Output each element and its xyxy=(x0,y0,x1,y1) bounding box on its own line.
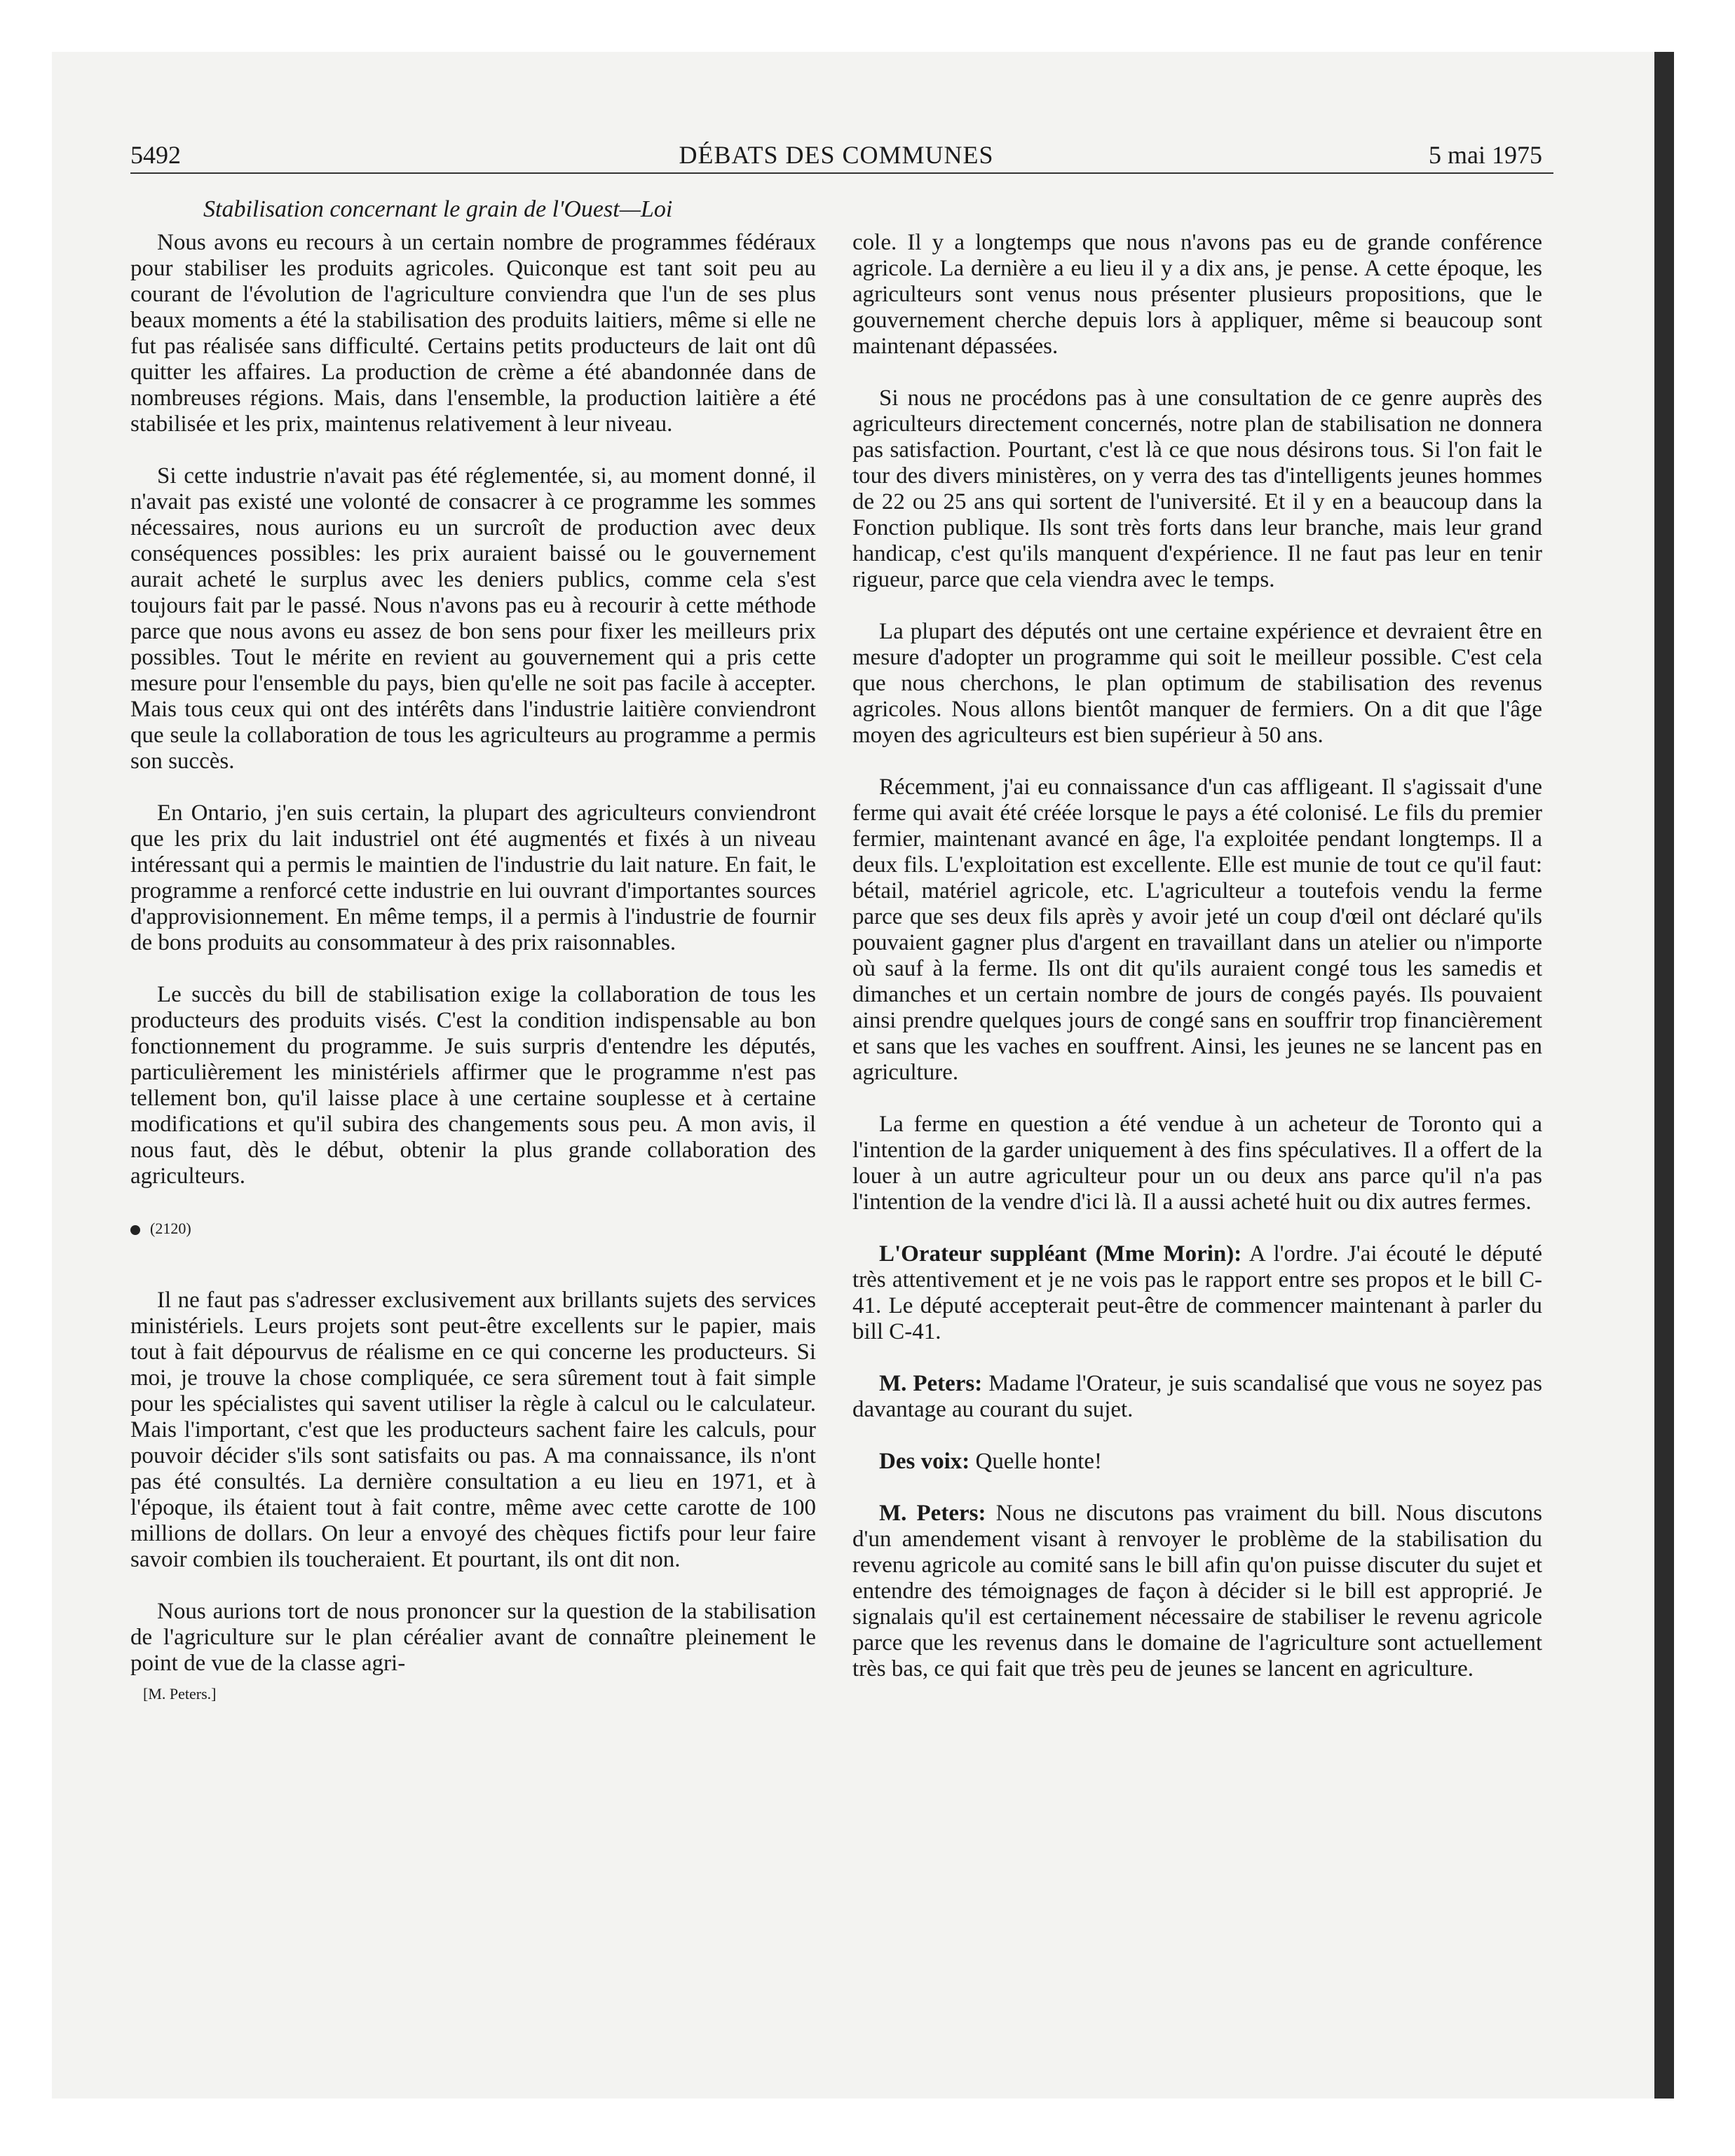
paragraph: cole. Il y a longtemps que nous n'avons pas eu de grande conférence agricole. La dernière a eu lieu il y a dix ans, je pense. A cette époque, les agriculteurs sont venus nous présenter plusieurs propositions, que le gouvernement cherche depuis lors à appliquer, même si beaucoup sont maintenant dépassées. xyxy=(852,230,1542,359)
header-rule xyxy=(130,172,1553,174)
speech-text: Nous ne discutons pas vraiment du bill. Nous discutons d'un amendement visant à renvoyer le problème de la stabilisation du revenu agricole au comité sans le bill afin qu'on puisse discuter du sujet et entendre des témoignages de façon à décider si le bill est approprié. Je signalais qu'il est certainement nécessaire de stabiliser le revenu agricole parce que les revenus dans le domaine de l'agriculture sont actuellement très bas, ce qui fait que très peu de jeunes se lancent en agriculture. xyxy=(852,1501,1542,1681)
page-date: 5 mai 1975 xyxy=(1429,141,1542,169)
speech-text: Madame l'Orateur, je suis scandalisé que vous ne soyez pas davantage au courant du sujet. xyxy=(852,1371,1542,1422)
speaker-name: M. Peters: xyxy=(879,1371,983,1396)
running-subtitle: Stabilisation concernant le grain de l'Ouest—Loi xyxy=(203,196,673,222)
speaker-name: M. Peters: xyxy=(879,1501,986,1526)
paragraph: La plupart des députés ont une certaine expérience et devraient être en mesure d'adopter un programme qui soit le meilleur possible. C'est cela que nous cherchons, le plan optimum de stabilisation des revenus agricoles. Nous allons bientôt manquer de fermiers. On a dit que l'âge moyen des agriculteurs est bien supérieur à 50 ans. xyxy=(852,619,1542,748)
time-marker xyxy=(130,1215,816,1241)
speech-paragraph xyxy=(852,1241,1542,1345)
speaker-name: L'Orateur suppléant (Mme Morin): xyxy=(879,1241,1242,1267)
paragraph: Récemment, j'ai eu connaissance d'un cas affligeant. Il s'agissait d'une ferme qui avait été créée lorsque le pays a été colonisé. Le fils du premier fermier, maintenant avancé en âge, l'a exploitée pendant longtemps. Il a deux fils. L'exploitation est excellente. Elle est munie de tout ce qu'il faut: bétail, matériel agricole, etc. L'agriculteur a toutefois vendu la ferme parce que ses deux fils après y avoir jeté un coup d'œil ont déclaré qu'ils pouvaient gagner plus d'argent en travaillant dans un atelier ou n'importe où sauf à la ferme. Ils ont dit qu'ils auraient congé tous les samedis et dimanches et un certain nombre de jours de congés payés. Ils pouvaient ainsi prendre quelques jours de congé sans en souffrir trop financièrement et sans que les vaches en souffrent. Ainsi, les jeunes ne se lancent pas en agriculture. xyxy=(852,775,1542,1085)
paragraph: Si nous ne procédons pas à une consultation de ce genre auprès des agriculteurs directement concernés, notre plan de stabilisation ne donnera pas satisfaction. Pourtant, c'est là ce que nous désirons tous. Si l'on fait le tour des divers ministères, on y verra des tas d'intelligents jeunes hommes de 22 ou 25 ans qui sortent de l'université. Et il y en a beaucoup dans la Fonction publique. Ils sont très forts dans leur branche, mais leur grand handicap, c'est qu'ils manquent d'expérience. Il ne faut pas leur en tenir rigueur, parce que cela viendra avec le temps. xyxy=(852,386,1542,592)
paragraph: La ferme en question a été vendue à un acheteur de Toronto qui a l'intention de la garder uniquement à des fins spéculatives. Il a offert de la louer à un autre agriculteur pour un ou deux ans parce qu'il n'a pas l'intention de la vendre d'ici là. Il a aussi acheté huit ou dix autres fermes. xyxy=(852,1112,1542,1215)
speech-text: A l'ordre. J'ai écouté le député très attentivement et je ne vois pas le rapport entre ses propos et le bill C-41. Le député accepterait peut-être de commencer maintenant à parler du bill C-41. xyxy=(852,1241,1542,1344)
speaker-name: Des voix: xyxy=(879,1449,970,1474)
scan-edge-band xyxy=(1654,52,1674,2099)
speech-paragraph xyxy=(852,1501,1542,1682)
speech-paragraph xyxy=(852,1371,1542,1423)
time-marker-text: (2120) xyxy=(150,1220,191,1237)
left-column xyxy=(130,230,816,1707)
paragraph: Nous avons eu recours à un certain nombre de programmes fédéraux pour stabiliser les produits agricoles. Quiconque est tant soit peu au courant de l'évolution de l'agriculture conviendra que l'un de ses plus beaux moments a été la stabilisation des produits laitiers, même si elle ne fut pas réalisée sans difficulté. Certains petits producteurs de lait ont dû quitter les affaires. La production de crème a été abandonnée dans de nombreuses régions. Mais, dans l'ensemble, la production laitière a été stabilisée et les prix, maintenus relativement à leur niveau. xyxy=(130,230,816,437)
paragraph: Si cette industrie n'avait pas été réglementée, si, au moment donné, il n'avait pas existé une volonté de consacrer à ce programme les sommes nécessaires, nous aurions eu un surcroît de production avec deux conséquences possibles: les prix auraient baissé ou le gouvernement aurait acheté le surplus avec les deniers publics, comme cela s'est toujours fait par le passé. Nous n'avons pas eu à recourir à cette méthode parce que nous avons eu assez de bon sens pour fixer les meilleurs prix possibles. Tout le mérite en revient au gouvernement qui a pris cette mesure pour l'ensemble du pays, bien qu'elle ne soit pas facile à accepter. Mais tous ceux qui ont des intérêts dans l'industrie laitière conviendront que seule la collaboration de tous les agriculteurs au programme a permis son succès. xyxy=(130,463,816,774)
publication-title: DÉBATS DES COMMUNES xyxy=(679,141,994,169)
speech-text: Quelle honte! xyxy=(969,1449,1103,1474)
page-header xyxy=(130,140,1542,175)
speaker-attribution: [M. Peters.] xyxy=(143,1685,217,1703)
page-number: 5492 xyxy=(130,141,181,169)
bullet-icon xyxy=(130,1225,140,1235)
paragraph: Le succès du bill de stabilisation exige la collaboration de tous les producteurs des produits visés. C'est la condition indispensable au bon fonctionnement du programme. Je suis surpris d'entendre les députés, particulièrement les ministériels affirmer que le programme n'est pas tellement bon, qu'il laisse place à une certaine souplesse et à certaine modifications et qu'il subira des changements sous peu. A mon avis, il nous faut, dès le début, obtenir la plus grande collaboration des agriculteurs. xyxy=(130,982,816,1189)
paragraph: Nous aurions tort de nous prononcer sur la question de la stabilisation de l'agriculture sur le plan céréalier avant de connaître pleinement le point de vue de la classe agri- xyxy=(130,1599,816,1676)
paragraph: En Ontario, j'en suis certain, la plupart des agriculteurs conviendront que les prix du lait industriel ont été augmentés et fixés à un niveau intéressant qui a permis le maintien de l'industrie du lait nature. En fait, le programme a renforcé cette industrie en lui ouvrant d'importantes sources d'approvisionnement. En même temps, il a permis à l'industrie de fournir de bons produits au consommateur à des prix raisonnables. xyxy=(130,800,816,955)
speech-paragraph xyxy=(852,1449,1542,1475)
right-column xyxy=(852,230,1542,1708)
paragraph: Il ne faut pas s'adresser exclusivement aux brillants sujets des services ministériels. Leurs projets sont peut-être excellents sur le papier, mais tout à fait dépourvus de réalisme en ce qui concerne les producteurs. Si moi, je trouve la chose compliquée, ce sera sûrement tout à fait simple pour les spécialistes qui savent utiliser la règle à calcul ou le calculateur. Mais l'important, c'est que les producteurs sachent faire les calculs, pour pouvoir décider s'ils sont satisfaits ou pas. A ma connaissance, ils n'ont pas été consultés. La dernière consultation a eu lieu en 1971, et à l'époque, ils étaient tout à fait contre, même avec cette carotte de 100 millions de dollars. On leur a envoyé des chèques fictifs pour leur faire savoir combien ils toucheraient. Et pourtant, ils ont dit non. xyxy=(130,1288,816,1572)
